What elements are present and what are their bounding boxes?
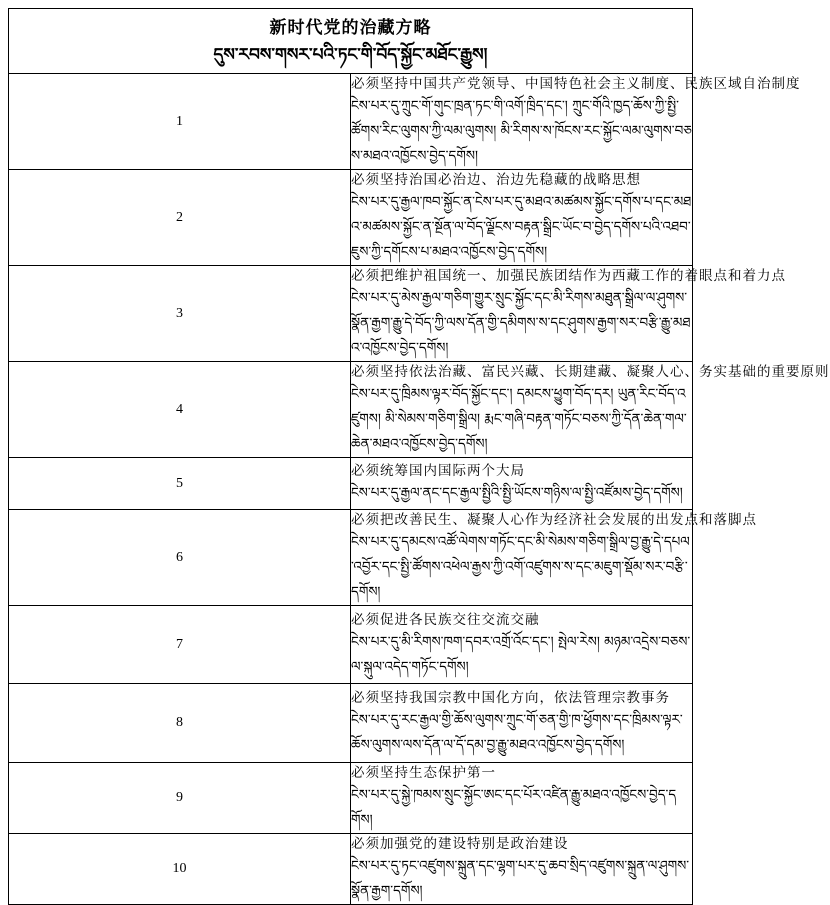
title-cell (9, 9, 693, 74)
principle-chinese: 必须把维护祖国统一、加强民族团结作为西藏工作的着眼点和着力点 (351, 268, 786, 284)
principle-chinese: 必须坚持依法治藏、富民兴藏、长期建藏、凝聚人心、务实基础的重要原则 (351, 364, 830, 380)
row-content (351, 510, 757, 606)
principle-tibetan: ངེས་པར་དུ་རང་རྒྱལ་གྱི་ཆོས་ལུགས་ཀྲུང་གོ་ཅན་གྱི་ཁ་ཕྱོགས་དང་ཁྲིམས་ལྟར་ཆོས་ལུགས་ལས་དོན་ལ་དོ་དམ་བྱ་རྒྱུ་མཐའ་འཁྱོངས་བྱེད་དགོས། (351, 712, 683, 753)
row-number: 3 (9, 266, 351, 362)
row-content (351, 266, 786, 362)
row-number: 2 (9, 170, 351, 266)
table-row (9, 834, 693, 905)
principle-tibetan: ངེས་པར་དུ་ཀྲུང་གོ་གུང་ཁྲན་ཏང་གི་འགོ་ཁྲིད་དང་། ཀྲུང་གོའི་ཁྱད་ཆོས་ཀྱི་སྤྱི་ཚོགས་རིང་ལུགས་ཀྱི་ལམ་ལུགས། མི་རིགས་ས་ཁོངས་རང་སྐྱོང་ལམ་ལུགས་བཅས་མཐའ་འཁྱོངས་བྱེད་དགོས། (351, 98, 692, 164)
principle-chinese: 必须加强党的建设特别是政治建设 (351, 836, 569, 852)
principle-tibetan: ངེས་པར་དུ་སྐྱེ་ཁམས་སྲུང་སྐྱོང་ཨང་དང་པོར་འཛིན་རྒྱུ་མཐའ་འཁྱོངས་བྱེད་དགོས། (351, 787, 677, 828)
row-content (351, 834, 693, 905)
table-row (9, 74, 693, 170)
table-row (9, 684, 693, 763)
table-row (9, 170, 693, 266)
row-content (351, 74, 801, 170)
row-number: 1 (9, 74, 351, 170)
row-number: 10 (9, 834, 351, 905)
principle-chinese: 必须坚持生态保护第一 (351, 765, 496, 781)
row-number: 7 (9, 606, 351, 684)
principle-tibetan: ངེས་པར་དུ་རྒྱལ་ནང་དང་རྒྱལ་སྤྱིའི་སྤྱི་ཡོངས་གཉིས་ལ་སྤྱི་འཛོམས་བྱེད་དགོས། (351, 485, 683, 501)
row-content (351, 362, 830, 458)
strategy-table (8, 8, 830, 905)
table-row (9, 606, 693, 684)
row-content (351, 170, 693, 266)
principle-chinese: 必须坚持治国必治边、治边先稳藏的战略思想 (351, 172, 641, 188)
table-row (9, 763, 693, 834)
principle-chinese: 必须促进各民族交往交流交融 (351, 611, 540, 628)
row-number: 9 (9, 763, 351, 834)
table-row (9, 362, 693, 458)
row-number: 4 (9, 362, 351, 458)
title-row (9, 9, 693, 74)
principle-chinese: 必须统筹国内国际两个大局 (351, 463, 525, 479)
table-row (9, 510, 693, 606)
table-body (9, 9, 830, 905)
title-chinese: 新时代党的治藏方略 (269, 18, 432, 38)
row-number: 8 (9, 684, 351, 763)
row-number: 5 (9, 458, 351, 510)
principle-tibetan: ངེས་པར་དུ་ཏང་འཛུགས་སྐྲུན་དང་ལྷག་པར་དུ་ཆབ་སྲིད་འཛུགས་སྐྲུན་ལ་ཤུགས་སྣོན་རྒྱག་དགོས། (351, 858, 690, 899)
row-content (351, 458, 693, 510)
table-row (9, 266, 693, 362)
principle-tibetan: ངེས་པར་དུ་རྒྱལ་ཁབ་སྐྱོང་ན་ངེས་པར་དུ་མཐའ་མཚམས་སྐྱོང་དགོས་པ་དང་མཐའ་མཚམས་སྐྱོང་ན་སྔོན་ལ་བོད་ལྗོངས་བརྟན་སྒྲིང་ཡོང་བ་བྱེད་དགོས་པའི་འཐབ་ཇུས་ཀྱི་དགོངས་པ་མཐའ་འཁྱོངས་བྱེད་དགོས། (351, 194, 692, 260)
principle-tibetan: ངེས་པར་དུ་ཁྲིམས་ལྟར་བོད་སྐྱོང་དང་། དམངས་ཕྱུག་བོད་དར། ཡུན་རིང་བོད་འཛུགས། མི་སེམས་གཅིག་སྒྲིལ། རྨང་གཞི་བརྟན་གཏོང་བཅས་ཀྱི་དོན་ཆེན་གལ་ཆེན་མཐའ་འཁྱོངས་བྱེད་དགོས། (351, 386, 687, 452)
row-content (351, 684, 693, 763)
principle-tibetan: ངེས་པར་དུ་དམངས་འཚོ་ལེགས་གཏོང་དང་མི་སེམས་གཅིག་སྒྲིལ་བྱ་རྒྱུ་དེ་དཔལ་འབྱོར་དང་སྤྱི་ཚོགས་འཕེལ་རྒྱས་ཀྱི་འགོ་འཛུགས་ས་དང་མཇུག་སྡོམ་སར་བརྩི་དགོས། (351, 534, 690, 600)
principle-tibetan: ངེས་པར་དུ་མེས་རྒྱལ་གཅིག་གྱུར་སྲུང་སྐྱོང་དང་མི་རིགས་མཐུན་སྒྲིལ་ལ་ཤུགས་སྣོན་རྒྱག་རྒྱུ་དེ་བོད་ཀྱི་ལས་དོན་གྱི་དམིགས་ས་དང་ཤུགས་རྒྱག་སར་བརྩི་རྒྱུ་མཐའ་འཁྱོངས་བྱེད་དགོས། (351, 290, 691, 356)
row-content (351, 763, 693, 834)
principle-chinese: 必须坚持中国共产党领导、中国特色社会主义制度、民族区域自治制度 (351, 76, 801, 92)
principle-chinese: 必须坚持我国宗教中国化方向，依法管理宗教事务 (351, 690, 670, 706)
table-row (9, 458, 693, 510)
title-tibetan: དུས་རབས་གསར་པའི་ཏང་གི་བོད་སྐྱོང་མཐོང་རྒྱུས། (213, 45, 488, 65)
row-content (351, 606, 693, 684)
principle-chinese: 必须把改善民生、凝聚人心作为经济社会发展的出发点和落脚点 (351, 512, 757, 528)
row-number: 6 (9, 510, 351, 606)
principle-tibetan: ངེས་པར་དུ་མི་རིགས་ཁག་དབར་འགྲོ་འོང་དང་། སྤེལ་རེས། མཉམ་འདྲེས་བཅས་ལ་སྐུལ་འདེད་གཏོང་དགོས། (351, 633, 691, 675)
